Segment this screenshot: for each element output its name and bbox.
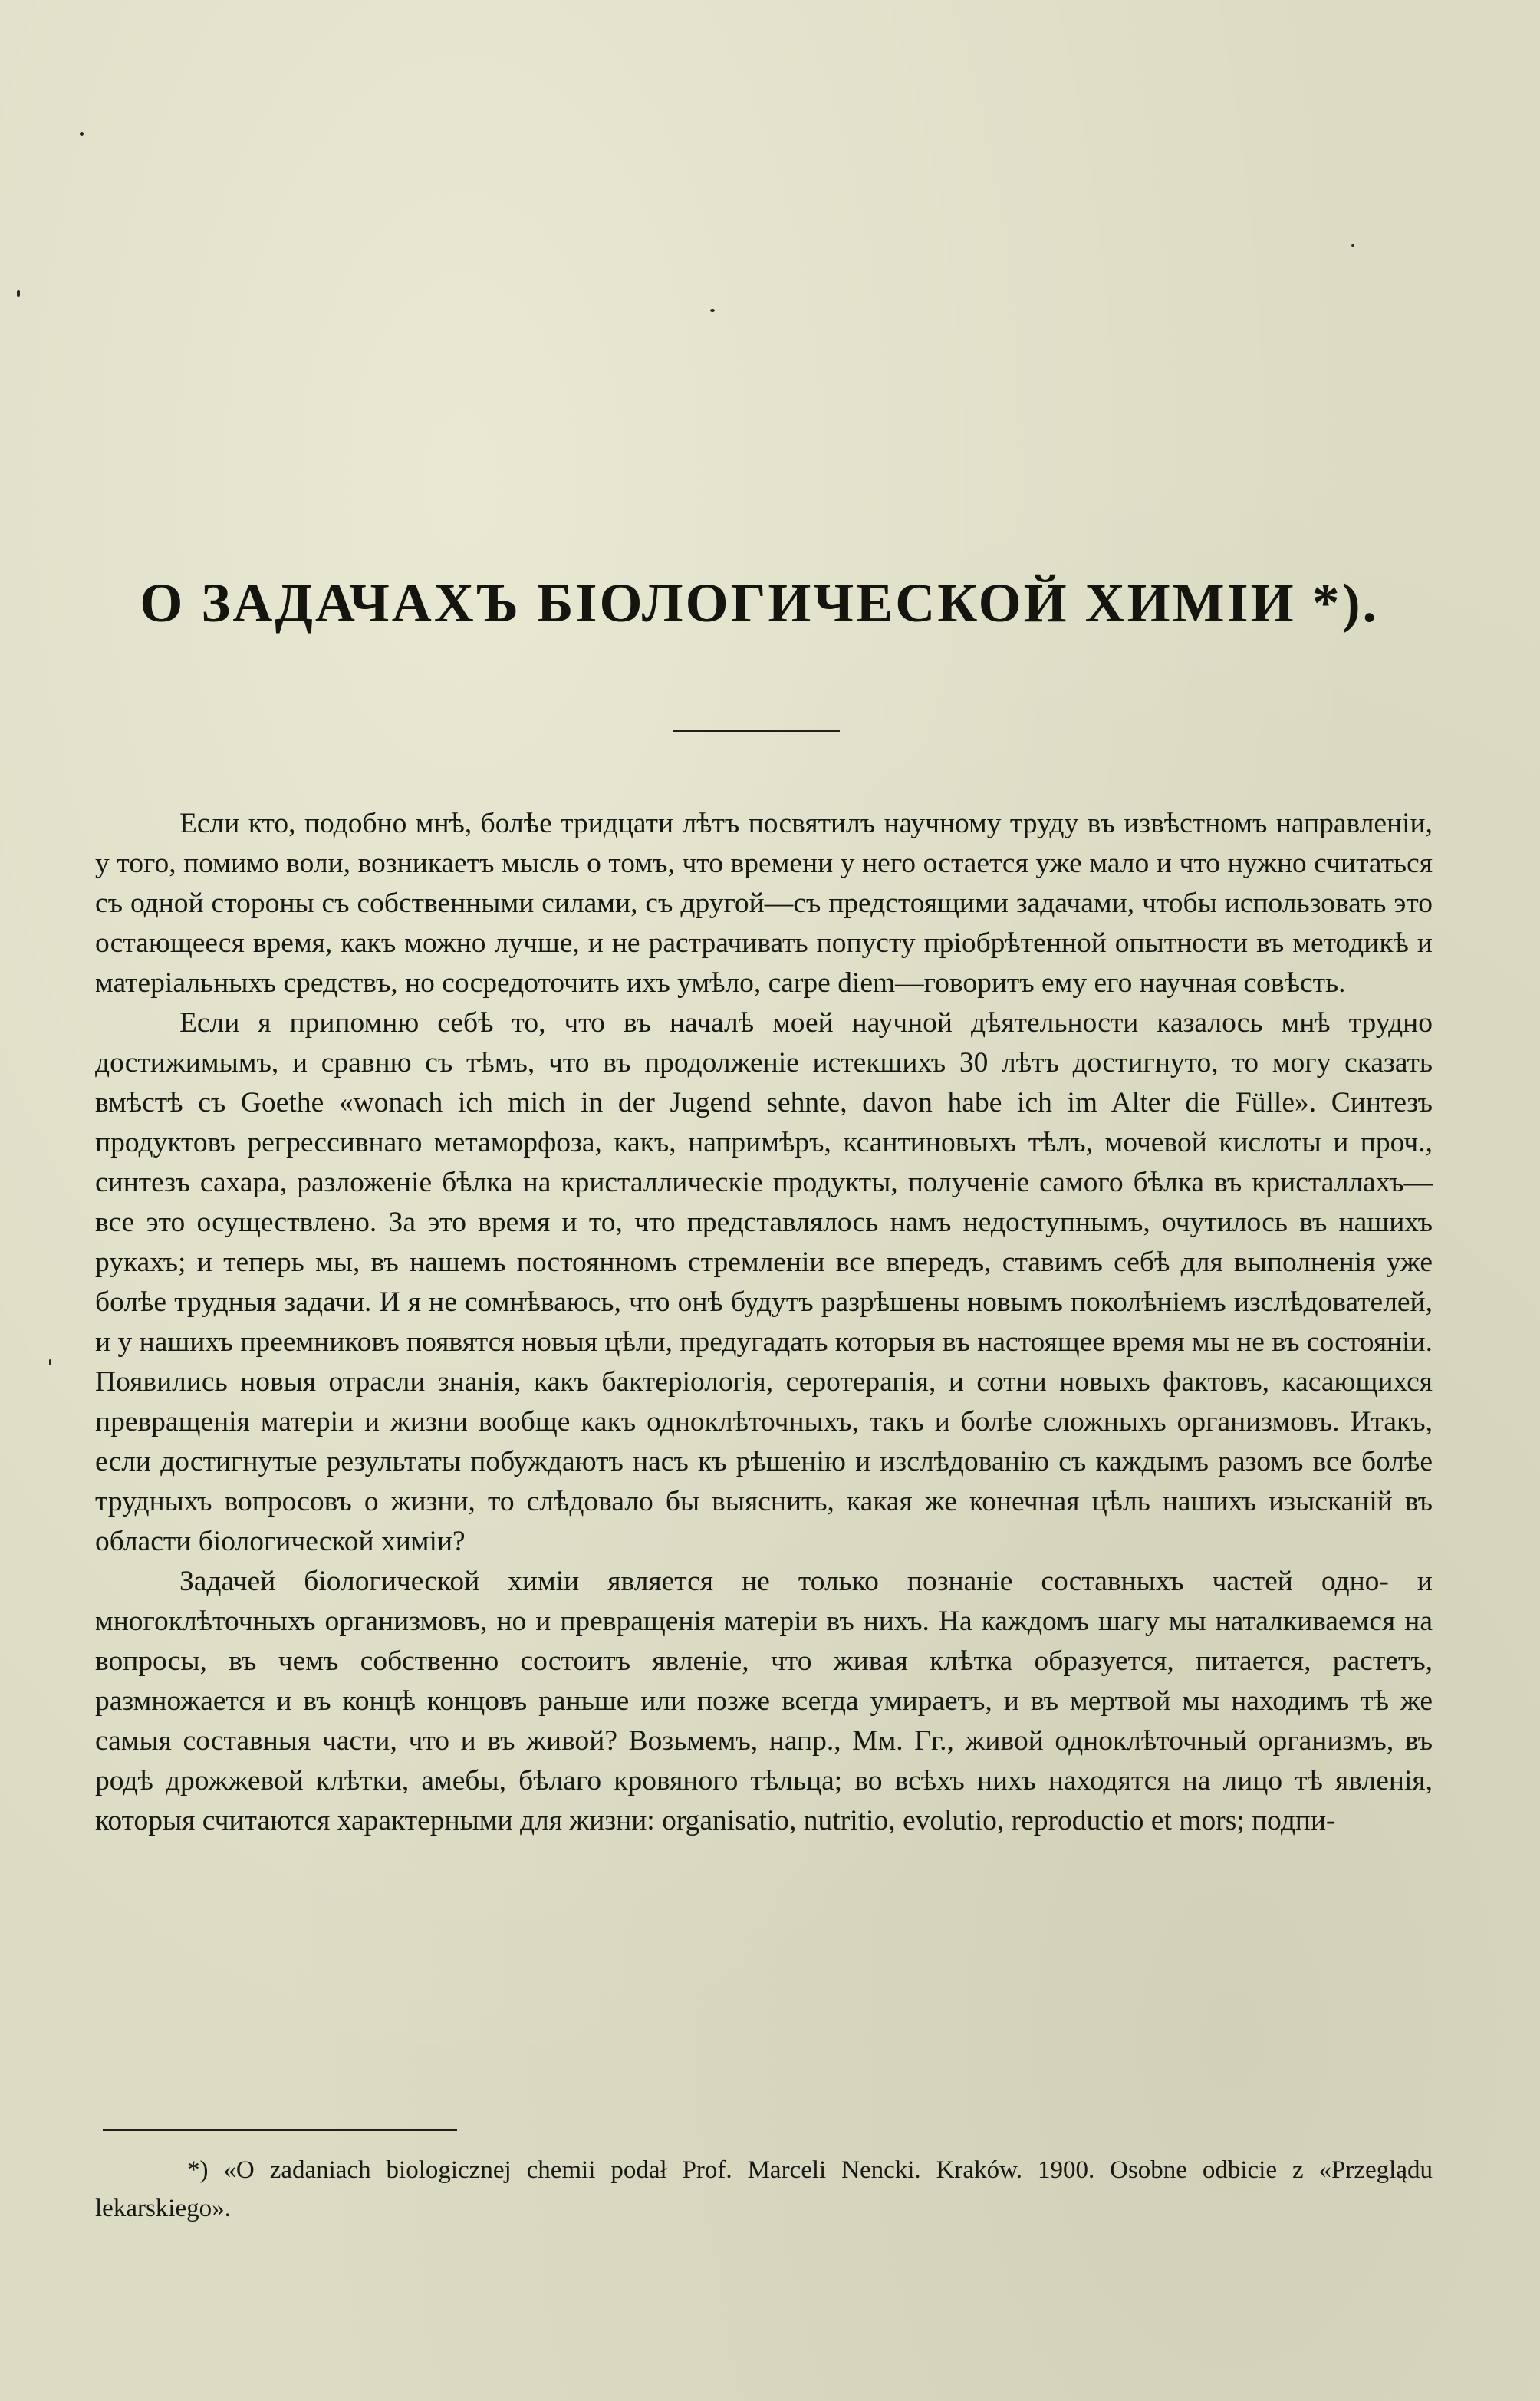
paragraph-3: Задачей біологической химіи является не только познаніе составныхъ частей одно- и многоклѣточныхъ организмовъ, но и превращенія матеріи въ нихъ. На каждомъ шагу мы наталкиваемся на вопросы, въ чемъ собственно состоитъ явленіе, что живая клѣтка образуется, питается, растетъ, размножается и въ концѣ концовъ раньше или позже всегда умираетъ, и въ мертвой мы находимъ тѣ же самыя составныя части, что и въ живой? Возьмемъ, напр., Мм. Гг., живой одноклѣточный организмъ, въ родѣ дрожжевой клѣтки, амебы, бѣлаго кровяного тѣльца; во всѣхъ нихъ находятся на лицо тѣ явленія, которыя считаются характерными для жизни: organisatio, nutritio, evolutio, reproductio et mors; подпи- — [95, 1566, 1433, 1836]
print-speck — [1351, 244, 1354, 247]
print-speck — [17, 290, 20, 297]
article-title: О ЗАДАЧАХЪ БІОЛОГИЧЕСКОЙ ХИМІИ *). — [140, 572, 1379, 634]
print-speck — [710, 309, 715, 312]
footnote-divider — [103, 2129, 457, 2131]
footnote: *) «O zadaniach biologicznej chemii podał Prof. Marceli Nencki. Kraków. 1900. Osobne odbicie z «Przeglądu lekarskiego». — [95, 2156, 1433, 2222]
print-speck — [80, 132, 84, 136]
article-body — [95, 804, 1433, 1841]
paragraph-2: Если я припомню себѣ то, что въ началѣ моей научной дѣятельности казалось мнѣ трудно достижимымъ, и сравню съ тѣмъ, что въ продолженіе истекшихъ 30 лѣтъ достигнуто, то могу сказать вмѣстѣ съ Goethe «wonach ich mich in der Jugend sehnte, davon habe ich im Alter die Fülle». Синтезъ продуктовъ регрессивнаго метаморфоза, какъ, напримѣръ, ксантиновыхъ тѣлъ, мочевой кислоты и проч., синтезъ сахара, разложеніе бѣлка на кристаллическіе продукты, полученіе самого бѣлка въ кристаллахъ—все это осуществлено. За это время и то, что представлялось намъ недоступнымъ, очутилось въ нашихъ рукахъ; и теперь мы, въ нашемъ постоянномъ стремленіи все впередъ, ставимъ себѣ для выполненія уже болѣе трудныя задачи. И я не сомнѣваюсь, что онѣ будутъ разрѣшены новымъ поколѣніемъ изслѣдователей, и у нашихъ преемниковъ появятся новыя цѣли, предугадать которыя въ настоящее время мы не въ состояніи. Появились новыя отрасли знанія, какъ бактеріологія, серотерапія, и сотни новыхъ фактовъ, касающихся превращенія матеріи и жизни вообще какъ одноклѣточныхъ, такъ и болѣе сложныхъ организмовъ. Итакъ, если достигнутые результаты побуждаютъ насъ къ рѣшенію и изслѣдованію съ каждымъ разомъ все болѣе трудныхъ вопросовъ о жизни, то слѣдовало бы выяснить, какая же конечная цѣль нашихъ изысканій въ области біологической химіи? — [95, 1007, 1433, 1557]
print-speck — [49, 1359, 51, 1365]
paragraph-1: Если кто, подобно мнѣ, болѣе тридцати лѣтъ посвятилъ научному труду въ извѣстномъ направленіи, у того, помимо воли, возникаетъ мысль о томъ, что времени у него остается уже мало и что нужно считаться съ одной стороны съ собственными силами, съ другой—съ предстоящими задачами, чтобы использовать это остающееся время, какъ можно лучше, и не растрачивать попусту пріобрѣтенной опытности въ методикѣ и матеріальныхъ средствъ, но сосредоточить ихъ умѣло, carpe diem—говоритъ ему его научная совѣсть. — [95, 808, 1433, 999]
title-divider — [673, 730, 840, 732]
